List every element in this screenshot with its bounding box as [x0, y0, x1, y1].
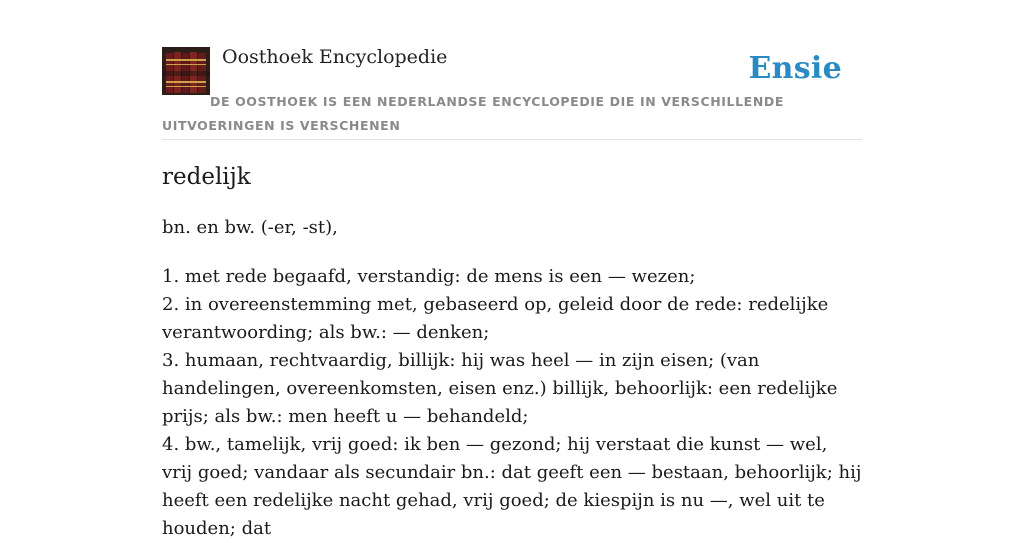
sense-4: 4. bw., tamelijk, vrij goed: ik ben — gezond; hij verstaat die kunst — wel, vrij goed; vandaar als secundair bn.: dat geeft een — bestaan, behoorlijk; hij heeft een redelijke nacht gehad, vrij goed; de kiespijn is nu —, wel uit te houden; dat	[162, 434, 862, 539]
sense-2: 2. in overeenstemming met, gebaseerd op, geleid door de rede: redelijke verantwoording; als bw.: — denken;	[162, 294, 829, 343]
entry-grammar: bn. en bw. (-er, -st),	[162, 217, 338, 238]
book-spines-icon	[162, 47, 210, 95]
sense-1: 1. met rede begaafd, verstandig: de mens is een — wezen;	[162, 266, 696, 287]
ensie-logo-link[interactable]: Ensie	[748, 51, 842, 86]
source-description: DE OOSTHOEK IS EEN NEDERLANDSE ENCYCLOPEDIE DIE IN VERSCHILLENDE UITVOERINGEN IS VERSCHENEN	[162, 94, 784, 133]
source-title[interactable]: Oosthoek Encyclopedie	[222, 46, 448, 68]
entry-headword: redelijk	[162, 164, 251, 190]
entry-senses	[162, 263, 862, 543]
source-avatar[interactable]	[162, 47, 210, 95]
header-divider	[162, 139, 862, 140]
sense-3: 3. humaan, rechtvaardig, billijk: hij was heel — in zijn eisen; (van handelingen, overeenkomsten, eisen enz.) billijk, behoorlijk: een redelijke prijs; als bw.: men heeft u — behandeld;	[162, 350, 838, 427]
